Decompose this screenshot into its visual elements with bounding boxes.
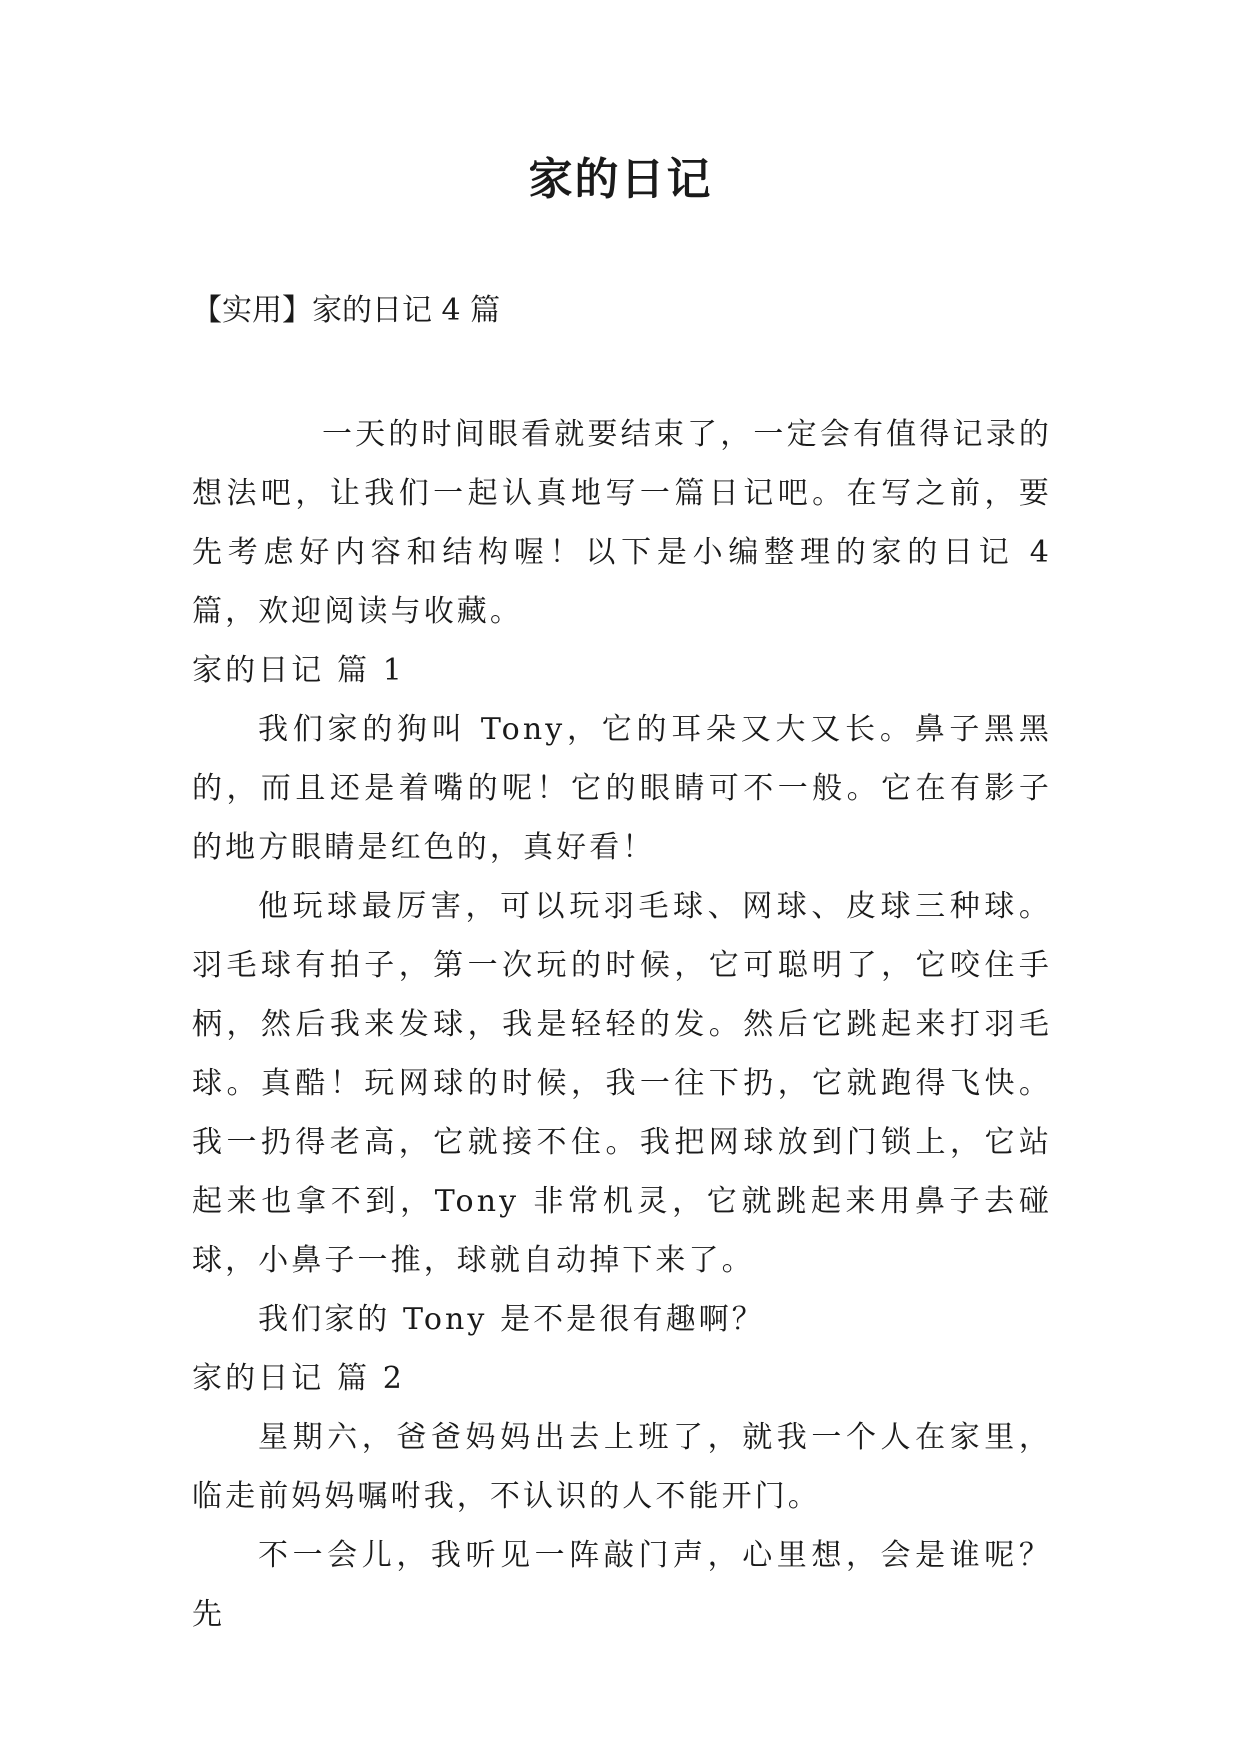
paragraph: 他玩球最厉害，可以玩羽毛球、网球、皮球三种球。羽毛球有拍子，第一次玩的时候，它可聪明了，它咬住手柄，然后我来发球，我是轻轻的发。然后它跳起来打羽毛球。真酷！玩网球的时候，我一往下扔，它就跑得飞快。我一扔得老高，它就接不住。我把网球放到门锁上，它站起来也拿不到，Tony 非常机灵，它就跳起来用鼻子去碰球，小鼻子一推，球就自动掉下来了。 xyxy=(192,889,1052,1278)
document-subtitle: 【实用】家的日记 4 篇 xyxy=(192,293,501,328)
paragraph: 我们家的 Tony 是不是很有趣啊？ xyxy=(258,1302,765,1337)
paragraph: 我们家的狗叫 Tony，它的耳朵又大又长。鼻子黑黑的，而且还是着嘴的呢！它的眼睛可不一般。它在有影子的地方眼睛是红色的，真好看！ xyxy=(192,712,1052,865)
paragraph: 不一会儿，我听见一阵敲门声，心里想，会是谁呢？先 xyxy=(192,1538,1052,1632)
intro-paragraph: 一天的时间眼看就要结束了，一定会有值得记录的想法吧，让我们一起认真地写一篇日记吧。在写之前，要先考虑好内容和结构喔！以下是小编整理的家的日记 4 篇，欢迎阅读与收藏。 xyxy=(192,417,1052,629)
document-title: 家的日记 xyxy=(528,154,713,205)
section-heading-2: 家的日记 篇 2 xyxy=(192,1361,405,1396)
section-heading-1: 家的日记 篇 1 xyxy=(192,653,405,688)
document-body xyxy=(192,405,1052,1644)
paragraph: 星期六，爸爸妈妈出去上班了，就我一个人在家里，临走前妈妈嘱咐我，不认识的人不能开门。 xyxy=(192,1420,1052,1514)
